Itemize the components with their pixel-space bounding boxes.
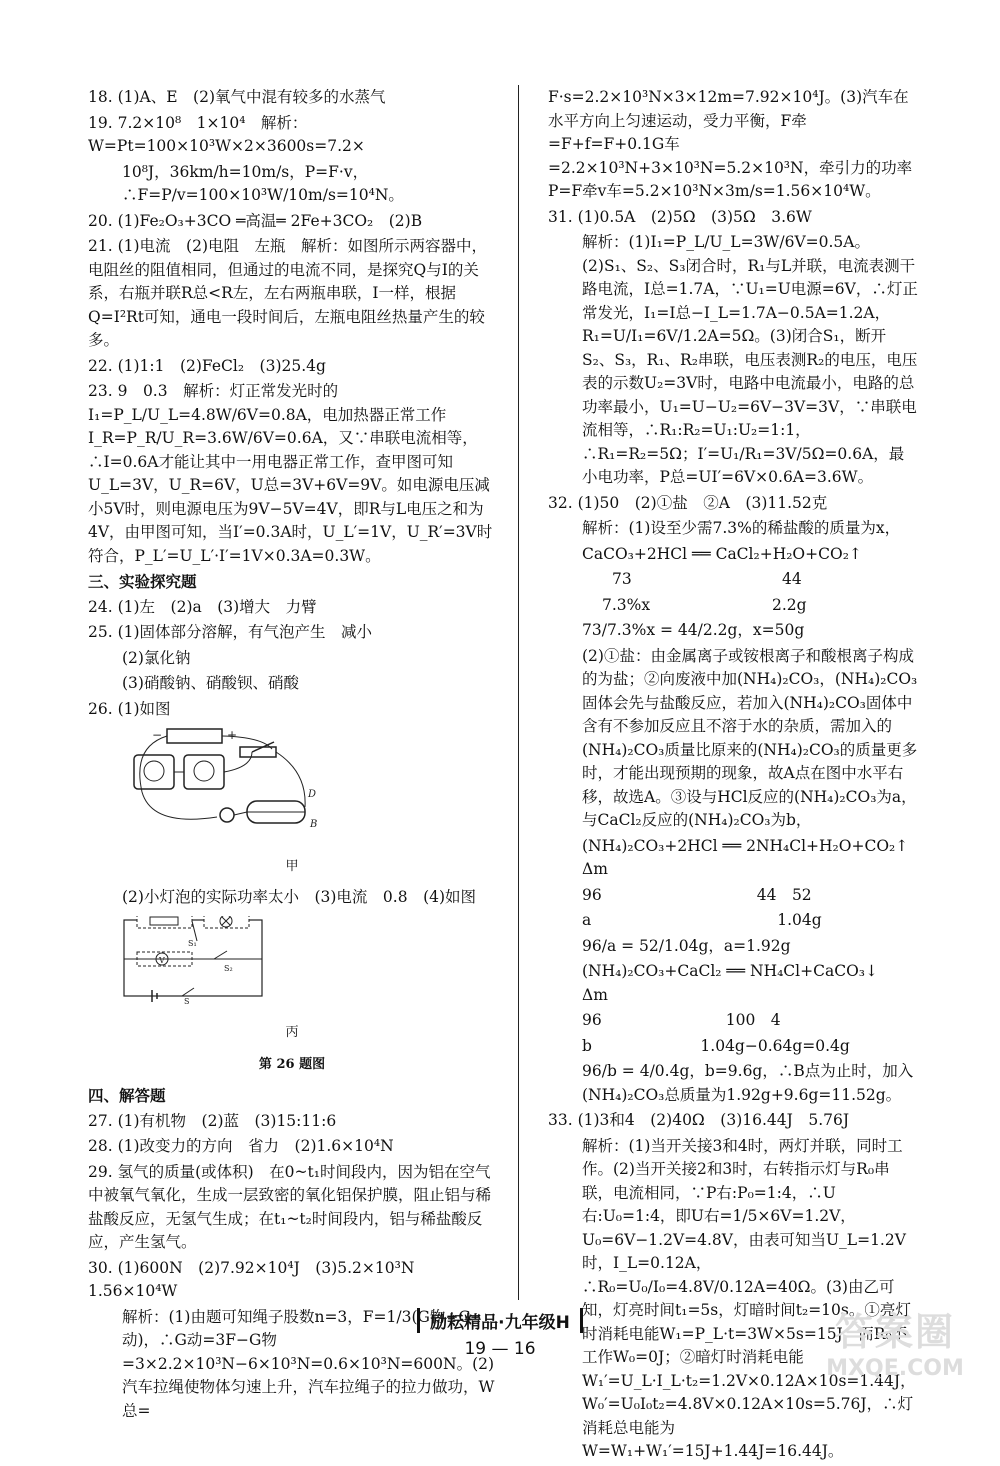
figure-26-caption: 第 26 题图 [258, 1056, 326, 1072]
figure-bing-circuit [122, 916, 272, 1004]
resistor-icon [150, 917, 178, 925]
left-column [88, 86, 496, 1425]
column-divider [518, 85, 519, 1300]
eq1-mass-44: 44 [782, 570, 802, 588]
answer-q30-analysis: 解析：(1)由题可知绳子股数n=3，F=1/3(G物+G动)，∴G动=3F−G物=3×2.2×10³N−6×10³N=0.6×10³N=600N。(2)汽车拉绳使物体匀速上升，汽车拉绳子的拉力做功，W总= [122, 1307, 495, 1420]
svg-text:S₂: S₂ [224, 963, 233, 973]
svg-text:S: S [184, 996, 190, 1004]
answer-q20: 20. (1)Fe₂O₃+3CO ═高温═ 2Fe+3CO₂ (2)B [88, 211, 423, 230]
svg-text:−: − [152, 728, 163, 742]
answer-q33-analysis: 解析：(1)当开关接3和4时，两灯并联，同时工作。(2)当开关接2和3时，右转指示灯与R₀串联，电流相同，∵P右:P₀=1:4，∴U右:U₀=1:4，即U右=1/5×6V=1.2V，U₀=6V−1.2V=4.8V，由表可知当U_L=1.2V时，I_L=0.12A，∴R₀=U₀/I₀=4.8V/0.12A=40Ω。(3)由乙可知，灯亮时间t₁=5s，灯暗时间t₂=10s。①亮灯时消耗电能W₁=P_L·t=3W×5s=15J，而R₀不工作W₀=0J；②暗灯时消耗电能W₁′=U_L·I_L·t₂=1.2V×0.12A×10s=1.44J，W₀′=U₀I₀t₂=4.8V×0.12A×10s=5.76J，∴灯消耗总电能为W=W₁+W₁′=15J+1.44J=16.44J。 [582, 1136, 916, 1460]
answer-q18: 18. (1)A、E (2)氧气中混有较多的水蒸气 [88, 88, 386, 106]
eq1-value-x: 7.3%x [602, 595, 651, 614]
equation-nh4-hcl-values: a 1.04g [582, 911, 822, 929]
answer-q22: 22. (1)1:1 (2)FeCl₂ (3)25.4g [88, 356, 326, 375]
answer-q30-line1: 30. (1)600N (2)7.92×10⁴J (3)5.2×10³N 1.56×10⁴W [88, 1258, 430, 1300]
switch-s2-icon [214, 951, 227, 959]
figure-jia-circuit [122, 727, 322, 837]
svg-text:S₁: S₁ [188, 938, 197, 948]
answer-q27: 27. (1)有机物 (2)蓝 (3)15:11:6 [88, 1111, 337, 1130]
equation-nh4-cacl2-masses: 96 100 4 [582, 1011, 781, 1029]
footer-brand: 励耘精品·九年级H [417, 1308, 583, 1333]
answer-q32-part2: (2)①盐：由金属离子或铵根离子和酸根离子构成的为盐；②向废液中加(NH₄)₂CO₃，(NH₄)₂CO₃固体会先与盐酸反应，若加入(NH₄)₂CO₃固体中含有不参加反应且不溶于水的杂质，需加入的(NH₄)₂CO₃质量比原来的(NH₄)₂CO₃的质量更多时，才能出现预期的现象，故A点在图中水平右移，故选A。③设与HCl反应的(NH₄)₂CO₃为a，与CaCl₂反应的(NH₄)₂CO₃为b， [582, 646, 918, 829]
watermark-title: 答案圈 [834, 1310, 955, 1354]
answer-q30-continued: F·s=2.2×10³N×3×12m=7.92×10⁴J。(3)汽车在水平方向上匀速运动，受力平衡，F牵=F+f=F+0.1G车=2.2×10³N+3×10³N=5.2×10³N，牵引力的功率P=F牵v车=5.2×10³N×3m/s=1.56×10⁴W。 [548, 88, 913, 200]
equation-nh4-hcl: (NH₄)₂CO₃+2HCl ══ 2NH₄Cl+H₂O+CO₂↑ Δm [582, 836, 924, 878]
answer-q25-part1: 25. (1)固体部分溶解，有气泡产生 减小 [88, 623, 373, 641]
equation-nh4-cacl2-values: b 1.04g−0.64g=0.4g [582, 1036, 850, 1055]
equation-nh4-hcl-masses: 96 44 52 [582, 885, 812, 904]
eq1-value-22: 2.2g [772, 595, 807, 614]
answer-q19-line1: 19. 7.2×10⁸ 1×10⁴ 解析：W=Pt=100×10³W×2×3600s=7.2× [88, 113, 365, 155]
equation-caco3-solution: 73/7.3%x = 44/2.2g，x=50g [582, 621, 805, 639]
switch-s1-icon [192, 921, 197, 941]
svg-text:V: V [159, 955, 165, 965]
voltmeter-icon [184, 755, 224, 789]
right-column [548, 86, 924, 1466]
svg-text:D: D [308, 789, 317, 800]
equation-nh4-cacl2-solution: 96/b = 4/0.4g，b=9.6g，∴B点为止时，加入(NH₄)₂CO₃总质量为1.92g+9.6g=11.52g。 [582, 1062, 914, 1104]
eq1-mass-73: 73 [612, 570, 632, 588]
answer-q32-analysis-intro: 解析：(1)设至少需7.3%的稀盐酸的质量为x， [582, 519, 901, 537]
equation-caco3: CaCO₃+2HCl ══ CaCl₂+H₂O+CO₂↑ [582, 544, 862, 563]
answer-q23: 23. 9 0.3 解析：灯正常发光时的I₁=P_L/U_L=4.8W/6V=0.8A，电加热器正常工作I_R=P_R/U_R=3.6W/6V=0.6A，又∵串联电流相等，∴I=0.6A才能让其中一用电器正常工作，查甲图可知U_L=3V，U_R=6V，U总=3V+6V=9V。如电源电压减小5V时，则电源电压为9V−5V=4V，即R与L电压之和为4V，由甲图可知，当I′=0.3A时，U_L′=1V，U_R′=3V时符合，P_L′=U_L′·I′=1V×0.3A=0.3W。 [88, 382, 493, 565]
watermark-url: MXQE.COM [826, 1356, 964, 1381]
answer-q19-line2: 10⁸J，36km/h=10m/s，P=F·v，∴F=P/v=100×10³W/10m/s=10⁴N。 [122, 162, 404, 204]
equation-nh4-cacl2: (NH₄)₂CO₃+CaCl₂ ══ NH₄Cl+CaCO₃↓ Δm [582, 962, 894, 1004]
answer-q25-part3: (3)硝酸钠、硝酸钡、硝酸 [122, 674, 299, 692]
equation-caco3-masses [548, 568, 918, 592]
section-experiment-heading: 三、实验探究题 [88, 572, 197, 591]
answer-q26-part2: (2)小灯泡的实际功率太小 (3)电流 0.8 (4)如图 [122, 888, 477, 906]
answer-q25-part2: (2)氯化钠 [122, 648, 191, 667]
section-answer-heading: 四、解答题 [88, 1086, 166, 1105]
answer-q33: 33. (1)3和4 (2)40Ω (3)16.44J 5.76J [548, 1111, 850, 1129]
switch-s-icon [182, 988, 194, 996]
watermark-logo [800, 1301, 990, 1381]
answer-q32: 32. (1)50 (2)①盐 ②A (3)11.52克 [548, 493, 828, 512]
equation-nh4-hcl-solution: 96/a = 52/1.04g，a=1.92g [582, 936, 791, 955]
figure-bing-label: 丙 [285, 1025, 299, 1040]
answer-q31: 31. (1)0.5A (2)5Ω (3)5Ω 3.6W [548, 207, 812, 226]
equation-caco3-values [548, 594, 918, 618]
answer-q24: 24. (1)左 (2)a (3)增大 力臂 [88, 597, 317, 616]
battery-icon [167, 729, 222, 743]
answer-q21: 21. (1)电流 (2)电阻 左瓶 解析：如图所示两容器中，电阻丝的阻值相同，但通过的电流不同，是探究Q与I的关系，右瓶并联R总<R左，左右两瓶串联，I一样，根据Q=I²Rt可知，通电一段时间后，左瓶电阻丝热量产生的较多。 [88, 237, 487, 349]
answer-q28: 28. (1)改变力的方向 省力 (2)1.6×10⁴N [88, 1137, 394, 1155]
svg-text:B: B [310, 819, 318, 830]
answer-q26-part1: 26. (1)如图 [88, 699, 171, 718]
lamp-icon [220, 808, 234, 822]
page-number: 19 — 16 [464, 1339, 536, 1359]
answer-q31-analysis: 解析：(1)I₁=P_L/U_L=3W/6V=0.5A。(2)S₁、S₂、S₃闭合时，R₁与L并联，电流表测干路电流，I总=1.7A，∵U₁=U电源=6V，∴灯正常发光，I₁=I总−I_L=1.7A−0.5A=1.2A，R₁=U/I₁=6V/1.2A=5Ω。(3)闭合S₁，断开S₂、S₃，R₁、R₂串联，电压表测R₂的电压，电压表的示数U₂=3V时，电路中电流最小，电路的总功率最小，U₁=U−U₂=6V−3V=3V，∵串联电流相等，∴R₁:R₂=U₁:U₂=1:1，∴R₁=R₂=5Ω；I′=U₁/R₁=3V/5Ω=0.6A，最小电功率，P总=UI′=6V×0.6A=3.6W。 [582, 233, 918, 486]
svg-text:+: + [227, 728, 238, 742]
figure-jia-label: 甲 [285, 858, 299, 874]
answer-q29: 29. 氢气的质量(或体积) 在0~t₁时间段内，因为铝在空气中被氧气氧化，生成一层致密的氧化铝保护膜，阻止铝与稀盐酸反应，无氢气生成；在t₁~t₂时间段内，铝与稀盐酸反应，产生氢气。 [88, 1162, 492, 1251]
